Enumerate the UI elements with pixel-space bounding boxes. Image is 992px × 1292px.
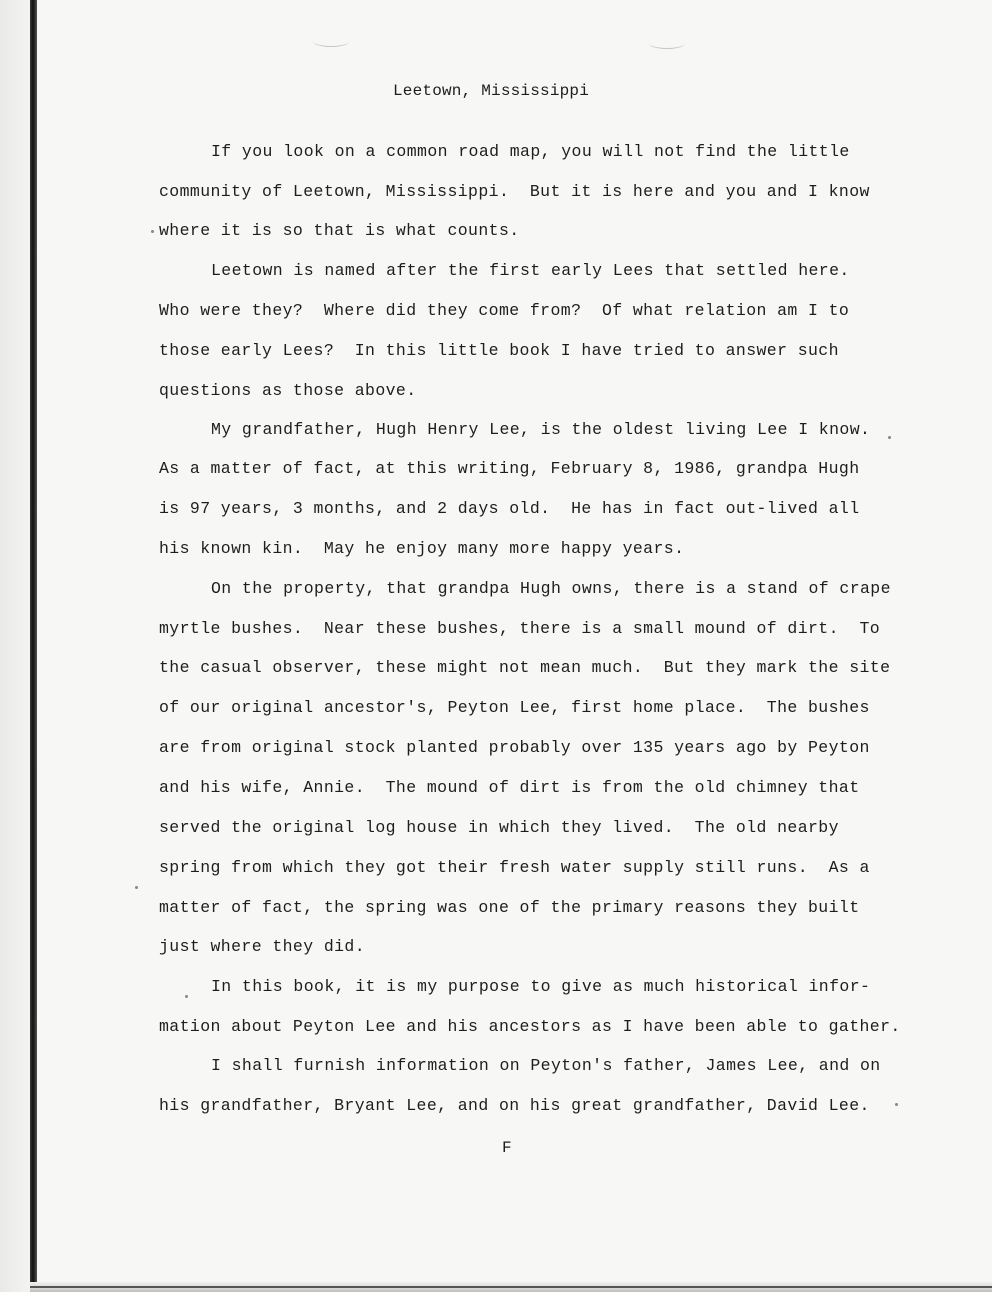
text-line: As a matter of fact, at this writing, February 8, 1986, grandpa Hugh	[159, 459, 860, 478]
scan-speck	[185, 995, 188, 998]
text-line: community of Leetown, Mississippi. But it is here and you and I know	[159, 182, 870, 201]
text-line: questions as those above.	[159, 381, 417, 400]
text-line: mation about Peyton Lee and his ancestors as I have been able to gather.	[159, 1017, 901, 1036]
scan-bottom-line	[30, 1286, 992, 1288]
scan-speck	[135, 886, 138, 889]
text-line: In this book, it is my purpose to give as much historical infor-	[211, 977, 871, 996]
text-line: are from original stock planted probably over 135 years ago by Peyton	[159, 738, 870, 757]
text-line: of our original ancestor's, Peyton Lee, first home place. The bushes	[159, 698, 870, 717]
text-line: On the property, that grandpa Hugh owns, there is a stand of crape	[211, 579, 891, 598]
scan-speck	[151, 230, 154, 233]
text-line: and his wife, Annie. The mound of dirt is from the old chimney that	[159, 778, 860, 797]
text-line: is 97 years, 3 months, and 2 days old. He has in fact out-lived all	[159, 499, 860, 518]
text-line: matter of fact, the spring was one of the primary reasons they built	[159, 898, 860, 917]
text-line: where it is so that is what counts.	[159, 221, 520, 240]
text-line: I shall furnish information on Peyton's father, James Lee, and on	[211, 1056, 881, 1075]
text-line: If you look on a common road map, you will not find the little	[211, 142, 850, 161]
scan-speck	[888, 436, 891, 439]
text-line: spring from which they got their fresh water supply still runs. As a	[159, 858, 870, 877]
text-line: his grandfather, Bryant Lee, and on his great grandfather, David Lee.	[159, 1096, 870, 1115]
text-line: served the original log house in which they lived. The old nearby	[159, 818, 839, 837]
text-line: his known kin. May he enjoy many more happy years.	[159, 539, 685, 558]
page-title: Leetown, Mississippi	[393, 82, 590, 100]
scan-left-shadow	[0, 0, 30, 1292]
binding-edge	[30, 0, 37, 1292]
text-line: just where they did.	[159, 937, 366, 956]
text-line: the casual observer, these might not mean much. But they mark the site	[159, 658, 891, 677]
page-marker: F	[502, 1139, 512, 1157]
text-line: Leetown is named after the first early Lees that settled here.	[211, 261, 850, 280]
text-line: My grandfather, Hugh Henry Lee, is the oldest living Lee I know.	[211, 420, 871, 439]
scan-speck	[895, 1103, 898, 1106]
paper-fold-mark	[649, 38, 685, 49]
text-line: myrtle bushes. Near these bushes, there is a small mound of dirt. To	[159, 619, 881, 638]
text-line: those early Lees? In this little book I have tried to answer such	[159, 341, 839, 360]
text-line: Who were they? Where did they come from? Of what relation am I to	[159, 301, 850, 320]
paper-fold-mark	[313, 36, 349, 47]
